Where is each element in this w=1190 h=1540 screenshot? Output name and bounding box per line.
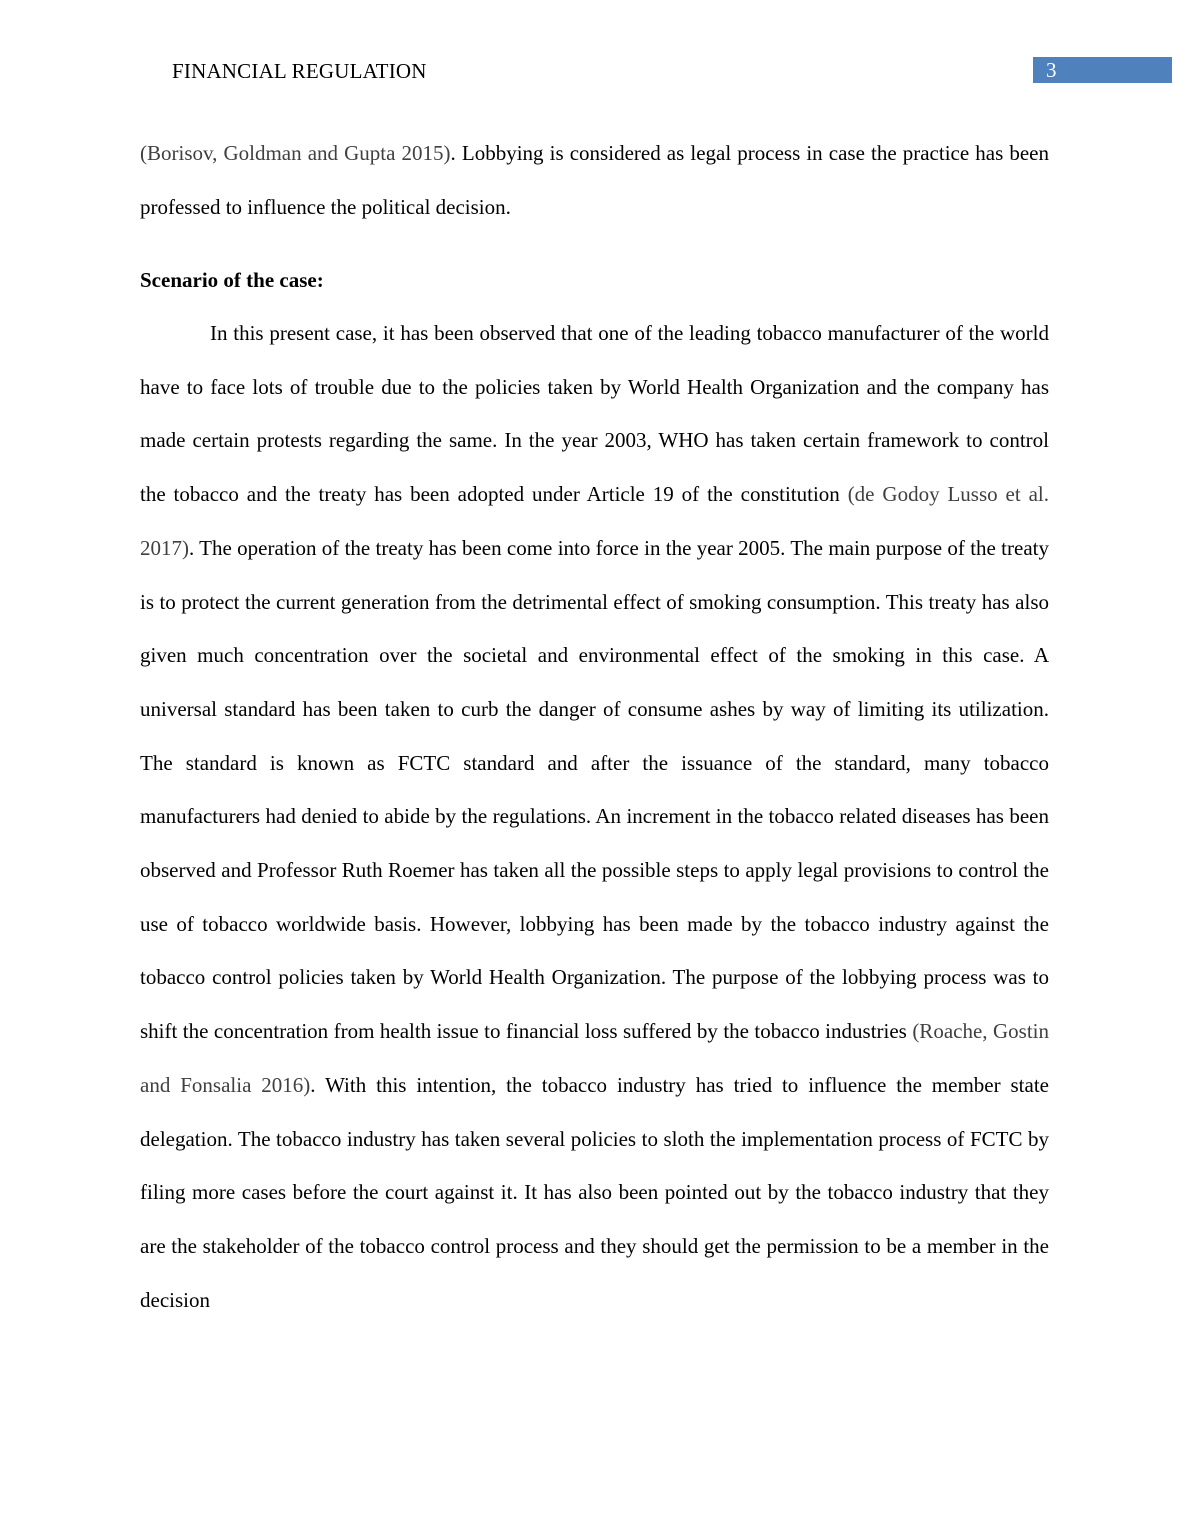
section-heading: Scenario of the case: (140, 268, 324, 292)
page-number: 3 (1046, 58, 1057, 82)
paragraph-text: . Lobbying is considered as legal process in case the practice has been professed to influence the political decision. (140, 141, 1049, 219)
paragraph-scenario (140, 307, 1049, 1327)
page-number-badge (1033, 57, 1172, 83)
paragraph-text-part3: . With this intention, the tobacco industry has tried to influence the member state delegation. The tobacco industry has taken several policies to sloth the implementation process of FCTC by filing more cases before the court against it. It has also been pointed out by the tobacco industry that they are the stakeholder of the tobacco control process and they should get the permission to be a member in the decision (140, 1072, 1049, 1312)
running-header-title: FINANCIAL REGULATION (172, 59, 427, 83)
paragraph-text-part2: . The operation of the treaty has been come into force in the year 2005. The main purpose of the treaty is to protect the current generation from the detrimental effect of smoking consumption. This treaty has also given much concentration over the societal and environmental effect of the smoking in this case. A universal standard has been taken to curb the danger of consume ashes by way of limiting its utilization. The standard is known as FCTC standard and after the issuance of the standard, many tobacco manufacturers had denied to abide by the regulations. An increment in the tobacco related diseases has been observed and Professor Ruth Roemer has taken all the possible steps to apply legal provisions to control the use of tobacco worldwide basis. However, lobbying has been made by the tobacco industry against the tobacco control policies taken by World Health Organization. The purpose of the lobbying process was to shift the concentration from health issue to financial loss suffered by the tobacco industries (140, 535, 1049, 1044)
citation-borisov: (Borisov, Goldman and Gupta 2015) (140, 141, 451, 165)
paragraph-text-part1: In this present case, it has been observed that one of the leading tobacco manufacturer of the world have to face lots of trouble due to the policies taken by World Health Organization and the company has made certain protests regarding the same. In the year 2003, WHO has taken certain framework to control the tobacco and the treaty has been adopted under Article 19 of the constitution (140, 321, 1049, 507)
paragraph-lobbying-intro (140, 127, 1049, 234)
citation-de-godoy: (de Godoy Lusso et al. 2017) (140, 482, 1049, 560)
citation-roache: (Roache, Gostin and Fonsalia 2016) (140, 1019, 1049, 1097)
